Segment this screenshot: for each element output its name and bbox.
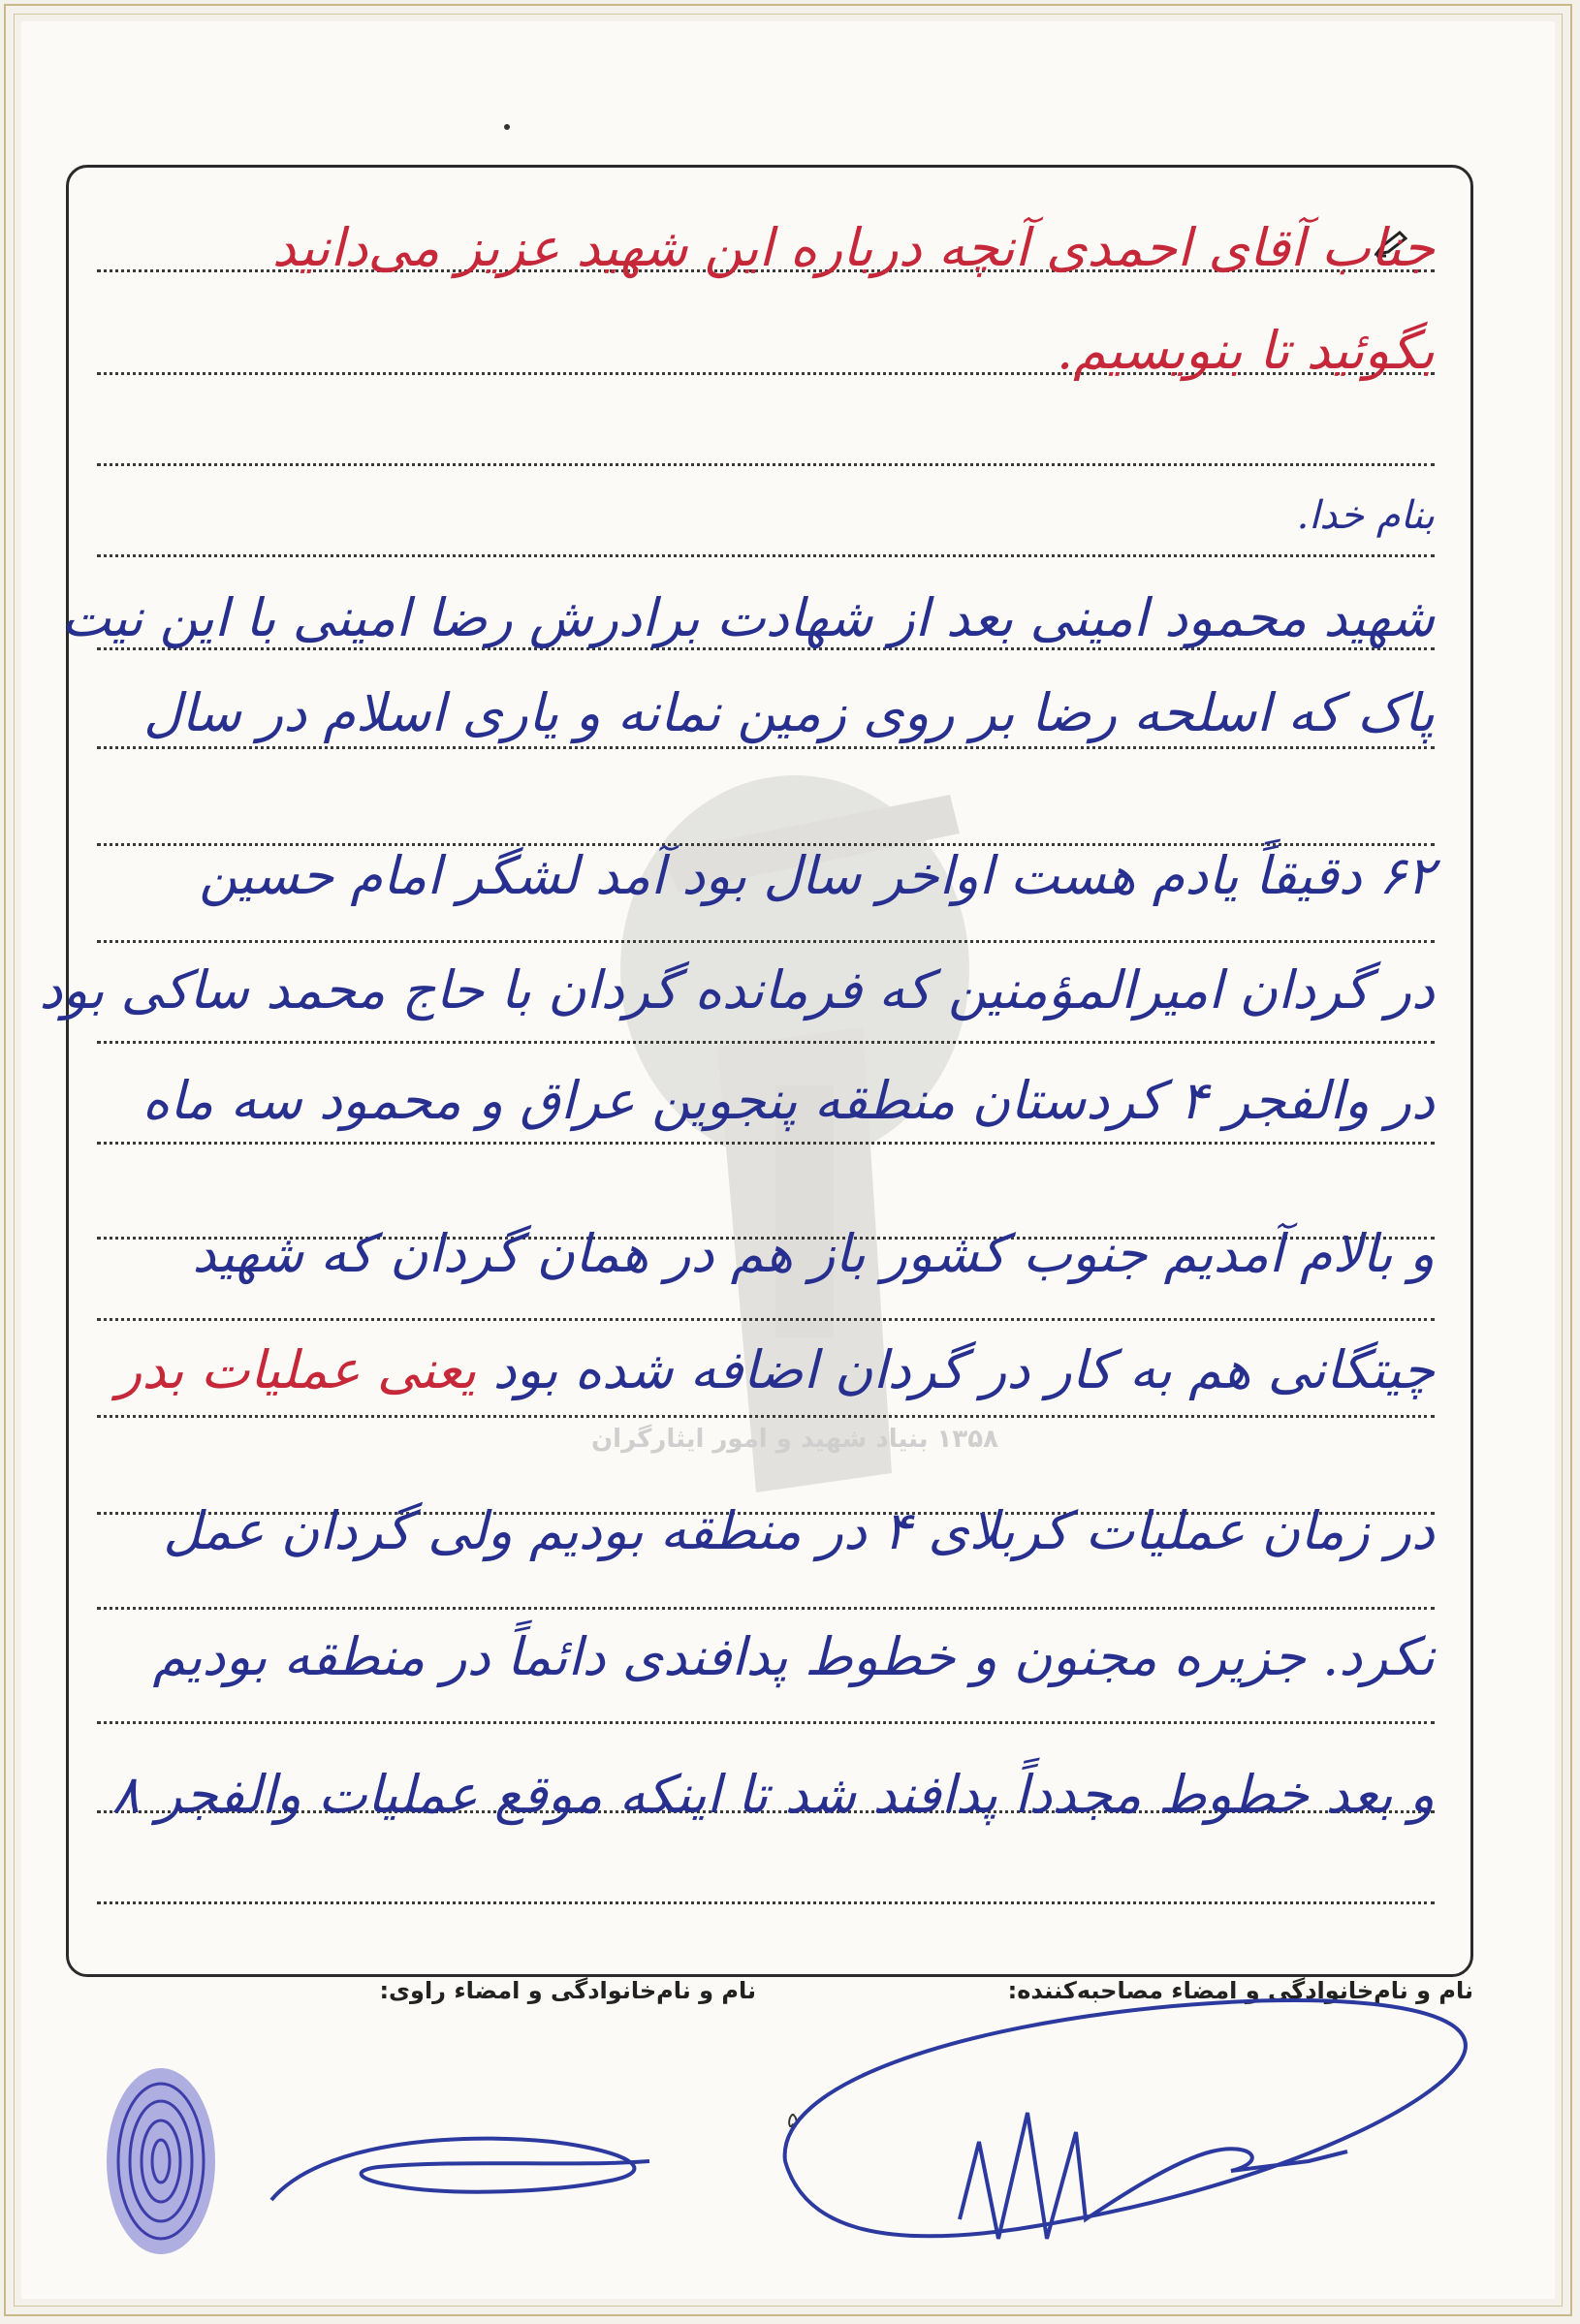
- page-number: ۵: [787, 2109, 799, 2133]
- question-line-1: جناب آقای احمدی آنچه درباره این شهید عزیز می‌دانید: [271, 217, 1435, 278]
- narrator-signature-label: نام و نام‌خانوادگی و امضاء راوی:: [379, 1977, 756, 2004]
- interviewer-signature-label: نام و نام‌خانوادگی و امضاء مصاحبه‌کننده:: [1007, 1977, 1473, 2004]
- ruled-line: [97, 1607, 1435, 1610]
- narrator-signature: [262, 2103, 669, 2229]
- answer-line-4: در گردان امیرالمؤمنین که فرمانده گردان با حاج محمد ساکی بود: [39, 959, 1435, 1021]
- answer-line-7-text: چیتگانی هم به کار در گردان اضافه شده بود: [492, 1339, 1435, 1400]
- question-line-2: بگوئید تا بنویسیم.: [1056, 320, 1435, 381]
- ruled-line: [97, 1318, 1435, 1321]
- ruled-line: [97, 940, 1435, 943]
- ruled-line: [97, 554, 1435, 557]
- answer-line-7: [116, 1339, 1435, 1400]
- interviewer-signature: [766, 1967, 1502, 2277]
- answer-line-8: در زمان عملیات کربلای ۴ در منطقه بودیم ولی گردان عمل: [163, 1500, 1435, 1561]
- answer-line-6: و بالام آمدیم جنوب کشور باز هم در همان گردان که شهید: [192, 1223, 1435, 1284]
- ruled-line: [97, 1901, 1435, 1904]
- ruled-line: [97, 1415, 1435, 1418]
- ruled-line: [97, 463, 1435, 466]
- watermark-caption: ۱۳۵۸ بنیاد شهید و امور ایثارگران: [590, 1425, 999, 1454]
- ruled-line: [97, 746, 1435, 749]
- answer-line-5: در والفجر ۴ کردستان منطقه پنجوین عراق و محمود سه ماه: [142, 1070, 1435, 1131]
- answer-heading: بنام خدا.: [1296, 493, 1435, 538]
- ruled-line: [97, 1142, 1435, 1145]
- answer-line-10: و بعد خطوط مجدداً پدافند شد تا اینکه موقع عملیات والفجر ۸: [111, 1764, 1435, 1825]
- answer-line-9: نکرد. جزیره مجنون و خطوط پدافندی دائماً در منطقه بودیم: [152, 1626, 1435, 1687]
- ruled-line: [97, 1041, 1435, 1044]
- answer-line-3: ۶۲ دقیقاً یادم هست اواخر سال بود آمد لشگر امام حسین: [199, 845, 1435, 906]
- ruled-line: [97, 1721, 1435, 1724]
- red-insert: یعنی عملیات بدر: [116, 1339, 477, 1400]
- answer-line-1: شهید محمود امینی بعد از شهادت برادرش رضا امینی با این نیت: [61, 587, 1435, 648]
- fingerprint-icon: [93, 2055, 229, 2268]
- answer-line-2: پاک که اسلحه رضا بر روی زمین نمانه و یاری اسلام در سال: [143, 682, 1435, 743]
